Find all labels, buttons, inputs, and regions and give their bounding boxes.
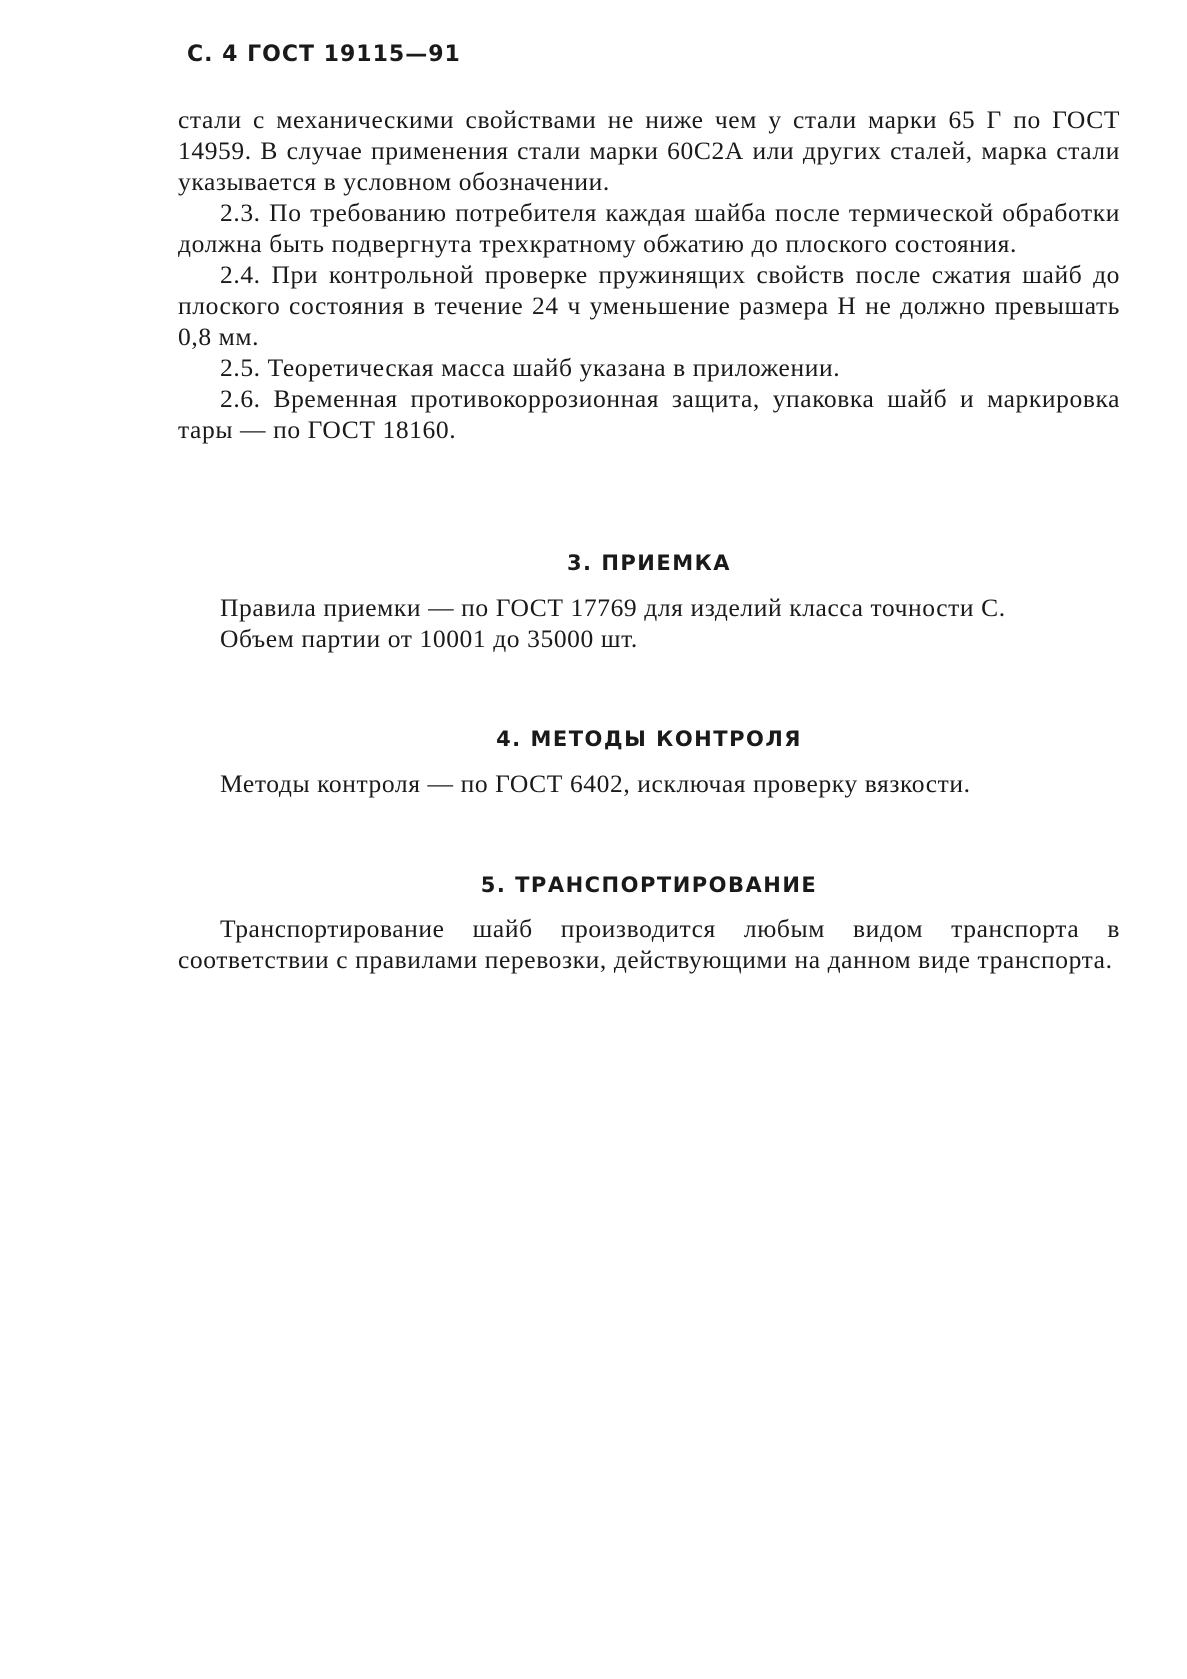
- heading-control-methods: 4. МЕТОДЫ КОНТРОЛЯ: [496, 727, 802, 751]
- paragraph-2-6: 2.6. Временная противокоррозионная защита, упаковка шайб и маркировка тары — по ГОСТ 18160.: [178, 384, 1120, 444]
- paragraph-transportation: Транспортирование шайб производится любым видом транспорта в соответствии с правилами перевозки, действующими на данном виде транспорта.: [178, 914, 1120, 974]
- section-5-body: [178, 913, 1120, 975]
- section-3-body: [178, 592, 1120, 654]
- section-2-continuation: [178, 104, 1120, 445]
- paragraph-batch-volume: Объем партии от 10001 до 35000 шт.: [220, 624, 638, 653]
- paragraph-2-4: 2.4. При контрольной проверке пружинящих свойств после сжатия шайб до плоского состояния в течение 24 ч уменьшение размера Н не должно превышать 0,8 мм.: [178, 260, 1120, 351]
- paragraph-control-methods: Методы контроля — по ГОСТ 6402, исключая проверку вязкости.: [220, 769, 971, 798]
- page-header: С. 4 ГОСТ 19115—91: [187, 42, 461, 67]
- paragraph-acceptance-rules: Правила приемки — по ГОСТ 17769 для изделий класса точности С.: [220, 593, 1006, 622]
- paragraph-steel-grade: стали с механическими свойствами не ниже чем у стали марки 65 Г по ГОСТ 14959. В случае применения стали марки 60С2А или других сталей, марка стали указывается в условном обозначении.: [178, 105, 1120, 196]
- paragraph-2-5: 2.5. Теоретическая масса шайб указана в приложении.: [220, 353, 841, 382]
- paragraph-2-3: 2.3. По требованию потребителя каждая шайба после термической обработки должна быть подвергнута трехкратному обжатию до плоского состояния.: [178, 198, 1120, 258]
- section-4-body: [178, 768, 1120, 799]
- heading-acceptance: 3. ПРИЕМКА: [566, 551, 732, 575]
- heading-transportation: 5. ТРАНСПОРТИРОВАНИЕ: [480, 873, 818, 897]
